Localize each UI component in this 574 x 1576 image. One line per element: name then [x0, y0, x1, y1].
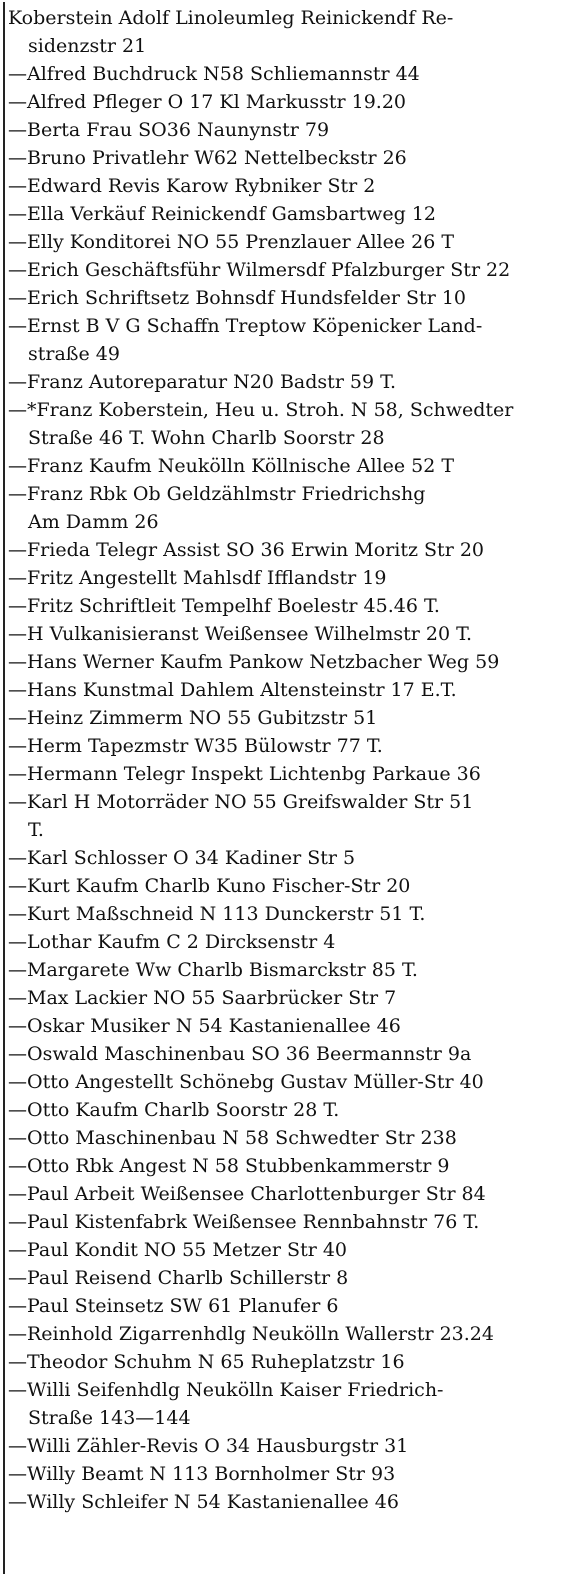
directory-entry [8, 1460, 570, 1488]
directory-entry [8, 1152, 570, 1180]
directory-entry [8, 984, 570, 1012]
directory-entry [8, 648, 570, 676]
directory-entry [8, 172, 570, 200]
directory-entry [8, 1180, 570, 1208]
directory-entry [8, 1124, 570, 1152]
directory-entry [8, 760, 570, 788]
directory-entry [8, 1320, 570, 1348]
entry-continuation-line: sidenzstr 21 [28, 35, 147, 57]
entry-continuation-line: Am Damm 26 [28, 511, 159, 533]
directory-entry [8, 1012, 570, 1040]
directory-entry [8, 144, 570, 172]
entry-line: —Oskar Musiker N 54 Kastanienallee 46 [8, 1015, 401, 1037]
entry-line: —Oswald Maschinenbau SO 36 Beermannstr 9a [8, 1043, 472, 1065]
directory-entry [8, 704, 570, 732]
directory-entry [8, 872, 570, 900]
entry-line: —Otto Angestellt Schönebg Gustav Müller-Str 40 [8, 1071, 484, 1093]
directory-entry [8, 928, 570, 956]
directory-entry [8, 956, 570, 984]
entry-line: —Otto Kaufm Charlb Soorstr 28 T. [8, 1099, 340, 1121]
entry-line: —Franz Kaufm Neukölln Köllnische Allee 52 T [8, 455, 455, 477]
entry-line: —Paul Reisend Charlb Schillerstr 8 [8, 1267, 349, 1289]
entry-line: —Paul Arbeit Weißensee Charlottenburger Str 84 [8, 1183, 486, 1205]
entry-line: —Ella Verkäuf Reinickendf Gamsbartweg 12 [8, 203, 437, 225]
directory-entry [8, 1376, 570, 1432]
entry-line: —Karl H Motorräder NO 55 Greifswalder Str 51 [8, 791, 474, 813]
directory-entry [8, 312, 570, 368]
entry-line: —Kurt Kaufm Charlb Kuno Fischer-Str 20 [8, 875, 411, 897]
directory-entry [8, 564, 570, 592]
entry-line: —Berta Frau SO36 Naunynstr 79 [8, 119, 330, 141]
directory-entry [8, 116, 570, 144]
entry-line: Koberstein Adolf Linoleumleg Reinickendf Re- [8, 7, 454, 29]
directory-entry [8, 284, 570, 312]
entry-line: —Margarete Ww Charlb Bismarckstr 85 T. [8, 959, 418, 981]
entry-line: —Erich Geschäftsführ Wilmersdf Pfalzburger Str 22 [8, 259, 511, 281]
directory-entry [8, 256, 570, 284]
directory-entry [8, 228, 570, 256]
directory-entry [8, 1096, 570, 1124]
entry-line: —Franz Rbk Ob Geldzählmstr Friedrichshg [8, 483, 426, 505]
entry-line: —Willi Zähler-Revis O 34 Hausburgstr 31 [8, 1435, 409, 1457]
entry-line: —Ernst B V G Schaffn Treptow Köpenicker Land- [8, 315, 483, 337]
directory-entry [8, 1432, 570, 1460]
directory-entry [8, 732, 570, 760]
directory-entry [8, 1068, 570, 1096]
directory-entry [8, 620, 570, 648]
directory-entry [8, 368, 570, 396]
directory-entry [8, 4, 570, 60]
entry-line: —*Franz Koberstein, Heu u. Stroh. N 58, Schwedter [8, 399, 514, 421]
entry-line: —Edward Revis Karow Rybniker Str 2 [8, 175, 376, 197]
directory-entry [8, 88, 570, 116]
entry-line: —Alfred Pfleger O 17 Kl Markusstr 19.20 [8, 91, 406, 113]
entry-line: —Paul Kistenfabrk Weißensee Rennbahnstr 76 T. [8, 1211, 480, 1233]
entry-line: —Fritz Schriftleit Tempelhf Boelestr 45.46 T. [8, 595, 440, 617]
entry-line: —Franz Autoreparatur N20 Badstr 59 T. [8, 371, 397, 393]
directory-entry [8, 60, 570, 88]
directory-entry [8, 1040, 570, 1068]
entry-continuation-line: T. [28, 819, 44, 841]
directory-entry [8, 1264, 570, 1292]
entry-continuation-line: Straße 143—144 [28, 1407, 191, 1429]
entry-line: —Frieda Telegr Assist SO 36 Erwin Moritz Str 20 [8, 539, 484, 561]
entry-line: —Karl Schlosser O 34 Kadiner Str 5 [8, 847, 356, 869]
entry-line: —Otto Maschinenbau N 58 Schwedter Str 238 [8, 1127, 457, 1149]
entry-line: —H Vulkanisieranst Weißensee Wilhelmstr 20 T. [8, 623, 473, 645]
directory-entries [8, 4, 570, 1516]
directory-entry [8, 1208, 570, 1236]
entry-line: —Hermann Telegr Inspekt Lichtenbg Parkaue 36 [8, 763, 481, 785]
directory-entry [8, 200, 570, 228]
directory-entry [8, 480, 570, 536]
directory-entry [8, 788, 570, 844]
entry-line: —Lothar Kaufm C 2 Dircksenstr 4 [8, 931, 336, 953]
entry-line: —Reinhold Zigarrenhdlg Neukölln Wallerstr 23.24 [8, 1323, 494, 1345]
entry-line: —Herm Tapezmstr W35 Bülowstr 77 T. [8, 735, 383, 757]
directory-entry [8, 396, 570, 452]
entry-line: —Willy Schleifer N 54 Kastanienallee 46 [8, 1491, 399, 1513]
entry-line: —Max Lackier NO 55 Saarbrücker Str 7 [8, 987, 397, 1009]
entry-line: —Bruno Privatlehr W62 Nettelbeckstr 26 [8, 147, 407, 169]
directory-entry [8, 1348, 570, 1376]
entry-line: —Paul Steinsetz SW 61 Planufer 6 [8, 1295, 339, 1317]
entry-line: —Willi Seifenhdlg Neukölln Kaiser Friedrich- [8, 1379, 444, 1401]
entry-line: —Willy Beamt N 113 Bornholmer Str 93 [8, 1463, 396, 1485]
directory-entry [8, 592, 570, 620]
entry-continuation-line: straße 49 [28, 343, 120, 365]
directory-entry [8, 1236, 570, 1264]
entry-line: —Hans Werner Kaufm Pankow Netzbacher Weg 59 [8, 651, 500, 673]
entry-line: —Elly Konditorei NO 55 Prenzlauer Allee 26 T [8, 231, 455, 253]
column-rule [3, 2, 5, 1574]
entry-line: —Theodor Schuhm N 65 Ruheplatzstr 16 [8, 1351, 405, 1373]
entry-line: —Heinz Zimmerm NO 55 Gubitzstr 51 [8, 707, 378, 729]
entry-line: —Alfred Buchdruck N58 Schliemannstr 44 [8, 63, 420, 85]
entry-line: —Hans Kunstmal Dahlem Altensteinstr 17 E.T. [8, 679, 457, 701]
directory-entry [8, 900, 570, 928]
directory-entry [8, 844, 570, 872]
entry-continuation-line: Straße 46 T. Wohn Charlb Soorstr 28 [28, 427, 385, 449]
entry-line: —Fritz Angestellt Mahlsdf Ifflandstr 19 [8, 567, 387, 589]
entry-line: —Kurt Maßschneid N 113 Dunckerstr 51 T. [8, 903, 426, 925]
directory-entry [8, 452, 570, 480]
entry-line: —Erich Schriftsetz Bohnsdf Hundsfelder Str 10 [8, 287, 466, 309]
directory-entry [8, 1292, 570, 1320]
directory-entry [8, 1488, 570, 1516]
directory-entry [8, 676, 570, 704]
entry-line: —Otto Rbk Angest N 58 Stubbenkammerstr 9 [8, 1155, 450, 1177]
entry-line: —Paul Kondit NO 55 Metzer Str 40 [8, 1239, 348, 1261]
directory-entry [8, 536, 570, 564]
